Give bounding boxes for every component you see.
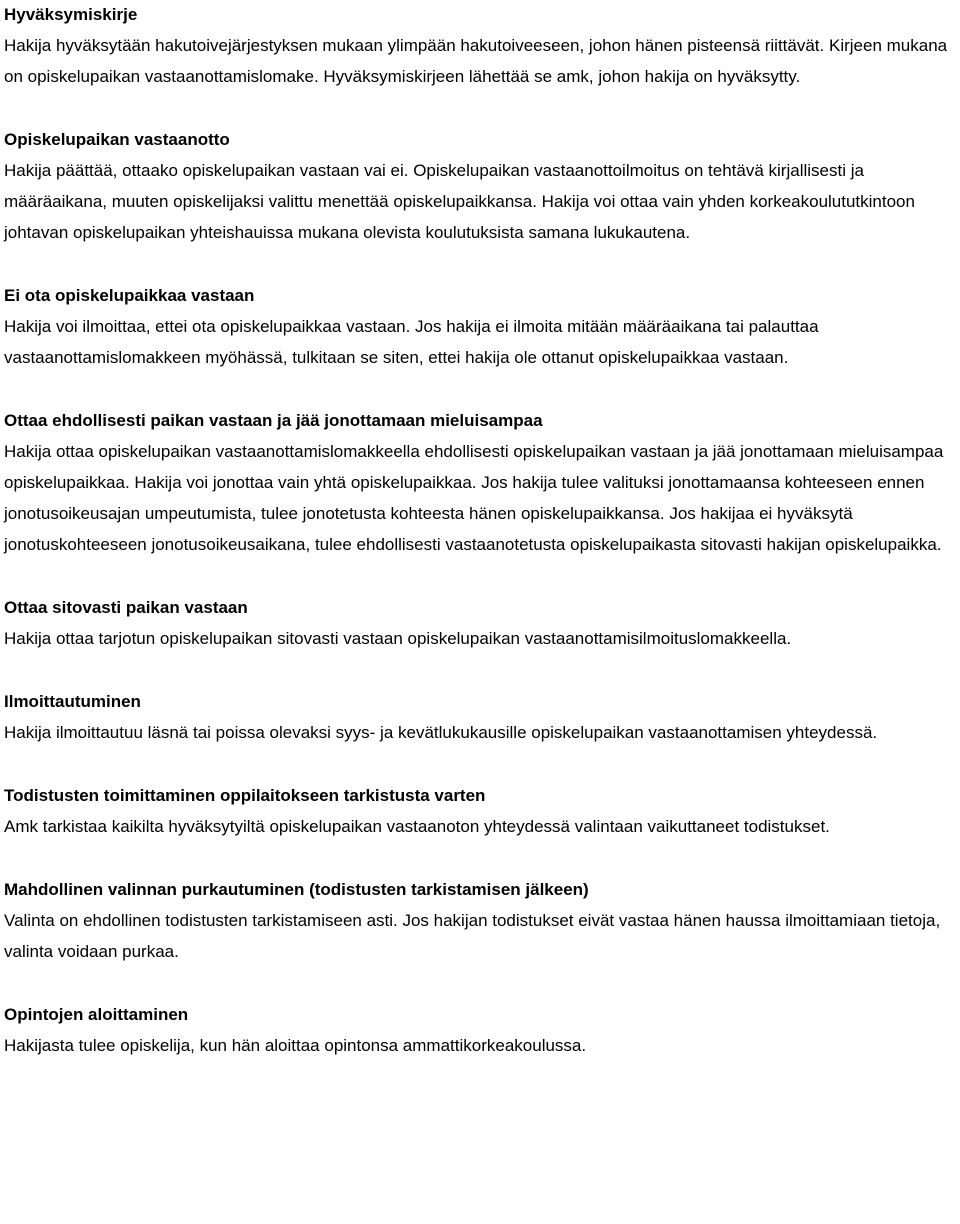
section-ilmoittautuminen [4,687,958,748]
section-heading: Ei ota opiskelupaikkaa vastaan [4,286,255,305]
section-body: Hakija päättää, ottaako opiskelupaikan vastaan vai ei. Opiskelupaikan vastaanottoilmoitus on tehtävä kirjallisesti ja määräaikana, muuten opiskelijaksi valittu menettää opiskelupaikkansa. Hakija voi ottaa vain yhden korkeakoulututkintoon johtavan opiskelupaikan yhteishauissa mukana olevista koulutuksista samana lukukautena. [4,161,915,242]
section-heading: Ottaa ehdollisesti paikan vastaan ja jää jonottamaan mieluisampaa [4,411,543,430]
section-body: Amk tarkistaa kaikilta hyväksytyiltä opiskelupaikan vastaanoton yhteydessä valintaan vaikuttaneet todistukset. [4,817,830,836]
section-todistusten-toimittaminen [4,781,958,842]
section-heading: Opiskelupaikan vastaanotto [4,130,230,149]
section-ei-ota-vastaan [4,281,958,373]
section-heading: Opintojen aloittaminen [4,1005,189,1024]
section-opintojen-aloittaminen [4,1000,958,1061]
section-valinnan-purkautuminen [4,875,958,967]
section-body: Valinta on ehdollinen todistusten tarkistamiseen asti. Jos hakijan todistukset eivät vastaa hänen haussa ilmoittamiaan tietoja, valinta voidaan purkaa. [4,911,941,961]
section-opiskelupaikan-vastaanotto [4,125,958,248]
section-heading: Ilmoittautuminen [4,692,141,711]
section-heading: Mahdollinen valinnan purkautuminen (todistusten tarkistamisen jälkeen) [4,880,589,899]
document [4,0,958,1061]
section-body: Hakija voi ilmoittaa, ettei ota opiskelupaikkaa vastaan. Jos hakija ei ilmoita mitään määräaikana tai palauttaa vastaanottamislomakkeen myöhässä, tulkitaan se siten, ettei hakija ole ottanut opiskelupaikkaa vastaan. [4,317,819,367]
section-heading: Hyväksymiskirje [4,5,138,24]
section-heading: Ottaa sitovasti paikan vastaan [4,598,248,617]
section-ehdollinen-vastaanotto [4,406,958,560]
section-heading: Todistusten toimittaminen oppilaitokseen tarkistusta varten [4,786,486,805]
section-body: Hakija hyväksytään hakutoivejärjestyksen mukaan ylimpään hakutoiveeseen, johon hänen pisteensä riittävät. Kirjeen mukana on opiskelupaikan vastaanottamislomake. Hyväksymiskirjeen lähettää se amk, johon hakija on hyväksytty. [4,36,948,86]
section-body: Hakija ottaa tarjotun opiskelupaikan sitovasti vastaan opiskelupaikan vastaanottamisilmoituslomakkeella. [4,629,792,648]
section-body: Hakijasta tulee opiskelija, kun hän aloittaa opintonsa ammattikorkeakoulussa. [4,1036,587,1055]
section-hyvaksymiskirje [4,0,958,92]
section-body: Hakija ilmoittautuu läsnä tai poissa olevaksi syys- ja kevätlukukausille opiskelupaikan vastaanottamisen yhteydessä. [4,723,878,742]
section-sitova-vastaanotto [4,593,958,654]
section-body: Hakija ottaa opiskelupaikan vastaanottamislomakkeella ehdollisesti opiskelupaikan vastaan ja jää jonottamaan mieluisampaa opiskelupaikkaa. Hakija voi jonottaa vain yhtä opiskelupaikkaa. Jos hakija tulee valituksi jonottamaansa kohteeseen ennen jonotusoikeusajan umpeutumista, tulee jonotetusta kohteesta hänen opiskelupaikkansa. Jos hakijaa ei hyväksytä jonotuskohteeseen jonotusoikeusaikana, tulee ehdollisesti vastaanotetusta opiskelupaikasta sitovasti hakijan opiskelupaikka. [4,442,944,554]
